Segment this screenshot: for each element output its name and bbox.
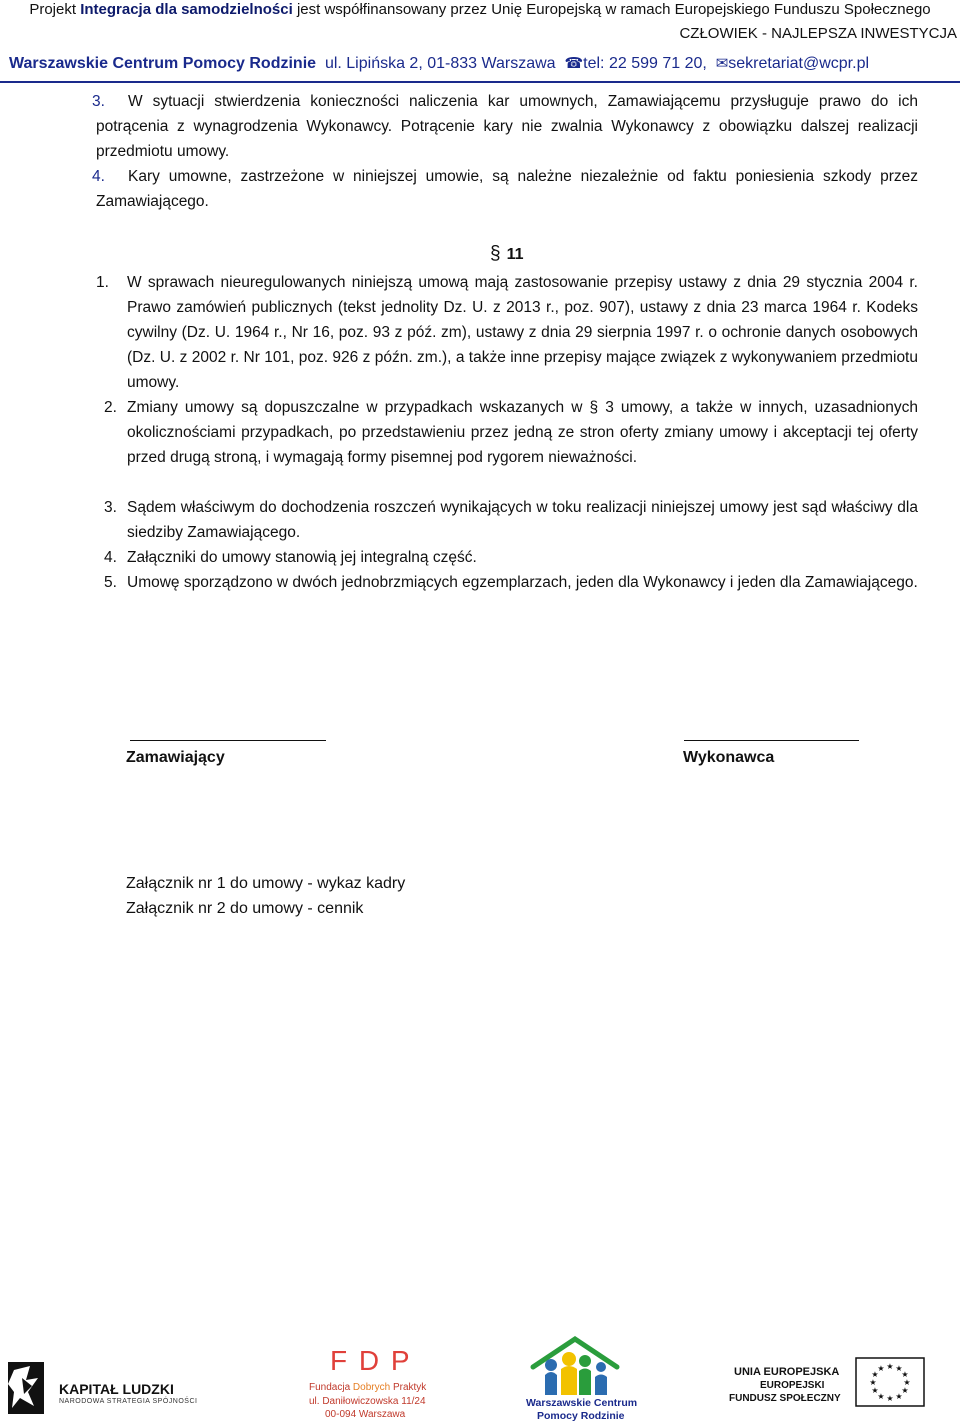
wcpr-house-logo	[527, 1335, 623, 1397]
signature-line-left	[130, 740, 326, 741]
email-address[interactable]: sekretariat@wcpr.pl	[728, 55, 870, 72]
svg-text:★: ★	[901, 1370, 909, 1379]
svg-text:★: ★	[886, 1362, 894, 1371]
item-number: 1.	[96, 274, 109, 291]
svg-text:★: ★	[886, 1394, 894, 1403]
ue-line-3: FUNDUSZ SPOŁECZNY	[729, 1393, 841, 1404]
list-item: W sytuacji stwierdzenia konieczności naliczenia kar umownych, Zamawiającemu przysługuje prawo do ich potrącenia z wynagrodzenia Wykonawcy. Potrącenie kary nie zwalnia Wykonawcy z obowiązku dalszej realizacji przedmiotu umowy.	[96, 93, 918, 160]
list-item: W sprawach nieuregulowanych niniejszą umową mają zastosowanie przepisy ustawy z dnia 29 stycznia 2004 r. Prawo zamówień publicznych (tekst jednolity Dz. U. z 2013 r., poz. 907), ustawy z dnia 23 marca 1964 r. Kodeks cywilny (Dz. U. 1964 r., Nr 16, poz. 93 z póź. zm), ustawy z dnia 29 sierpnia 1997 r. o ochronie danych osobowych (Dz. U. z 2002 r. Nr 101, poz. 926 z późn. zm.), a także inne przepisy mające związek z wykonywaniem przedmiotu umowy.	[127, 274, 918, 391]
svg-text:★: ★	[895, 1364, 903, 1373]
signature-label-contractor: Zamawiający	[126, 749, 225, 766]
wcpr-name-1: Warszawskie Centrum	[526, 1397, 638, 1409]
item-number: 4.	[92, 168, 105, 185]
kl-title: KAPITAŁ LUDZKI	[59, 1381, 174, 1397]
fdp-address-1: ul. Daniłowiczowska 11/24	[309, 1396, 426, 1407]
item-number: 2.	[104, 399, 117, 416]
fdp-address-2: 00-094 Warszawa	[325, 1409, 406, 1420]
svg-text:★: ★	[877, 1392, 885, 1401]
fdp-name: Fundacja Dobrych Praktyk	[309, 1382, 427, 1393]
header-contact-line	[9, 54, 959, 73]
phone-icon: ☎	[564, 55, 584, 72]
list-item: Zmiany umowy są dopuszczalne w przypadkach wskazanych w § 3 umowy, a także w innych, uzasadnionych okolicznościami przypadkach, po przedstawieniu przez jedną ze stron oferty zmiany umowy i akceptacji tej oferty przed drugą stroną, i wymagają formy pisemnej pod rygorem nieważności.	[127, 399, 918, 466]
item-number: 3.	[104, 499, 117, 516]
svg-text:★: ★	[871, 1370, 879, 1379]
paragraph-symbol: §	[490, 243, 501, 264]
ue-line-1: UNIA EUROPEJSKA	[734, 1366, 840, 1378]
svg-text:★: ★	[871, 1386, 879, 1395]
list-item: Umowę sporządzono w dwóch jednobrzmiących egzemplarzach, jeden dla Wykonawcy i jeden dla Zamawiającego.	[127, 574, 918, 591]
item-number: 5.	[104, 574, 117, 591]
fdp-logo-letters: F D P	[330, 1345, 412, 1376]
attachment-item: Załącznik nr 1 do umowy - wykaz kadry	[126, 875, 406, 892]
svg-text:★: ★	[895, 1392, 903, 1401]
attachment-item: Załącznik nr 2 do umowy - cennik	[126, 900, 364, 917]
organization-name: Warszawskie Centrum Pomocy Rodzinie	[9, 55, 317, 72]
header-slogan: CZŁOWIEK - NAJLEPSZA INWESTYCJA	[679, 25, 957, 42]
svg-text:★: ★	[869, 1378, 877, 1387]
organization-address: ul. Lipińska 2, 01-833 Warszawa	[324, 55, 556, 72]
header-project-line: Projekt Integracja dla samodzielności jest współfinansowany przez Unię Europejską w ramach Europejskiego Funduszu Społecznego	[29, 1, 931, 18]
list-item: Sądem właściwym do dochodzenia roszczeń wynikających w toku realizacji niniejszej umowy jest sąd właściwy dla siedziby Zamawiającego.	[127, 499, 918, 541]
wcpr-name-2: Pomocy Rodzinie	[537, 1410, 625, 1422]
ue-line-2: EUROPEJSKI	[760, 1380, 825, 1391]
svg-text:★: ★	[901, 1386, 909, 1395]
section-number: 11	[506, 246, 524, 263]
kapital-ludzki-emblem	[4, 1358, 48, 1418]
project-name: Integracja dla samodzielności	[80, 1, 293, 18]
signature-line-right	[684, 740, 859, 741]
signature-label-executor: Wykonawca	[683, 749, 775, 766]
svg-text:★: ★	[877, 1364, 885, 1373]
list-item: Załączniki do umowy stanowią jej integralną część.	[127, 549, 477, 566]
list-item: Kary umowne, zastrzeżone w niniejszej umowie, są należne niezależnie od faktu poniesienia szkody przez Zamawiającego.	[96, 168, 918, 210]
item-number: 4.	[104, 549, 117, 566]
envelope-icon: ✉	[715, 55, 729, 72]
phone-number: tel: 22 599 71 20,	[583, 55, 707, 72]
kl-subtitle: NARODOWA STRATEGIA SPÓJNOŚCI	[59, 1398, 198, 1405]
header-divider	[0, 81, 960, 83]
svg-text:★: ★	[903, 1378, 911, 1387]
section-heading	[490, 243, 524, 265]
item-number: 3.	[92, 93, 105, 110]
eu-flag-icon	[855, 1357, 925, 1407]
